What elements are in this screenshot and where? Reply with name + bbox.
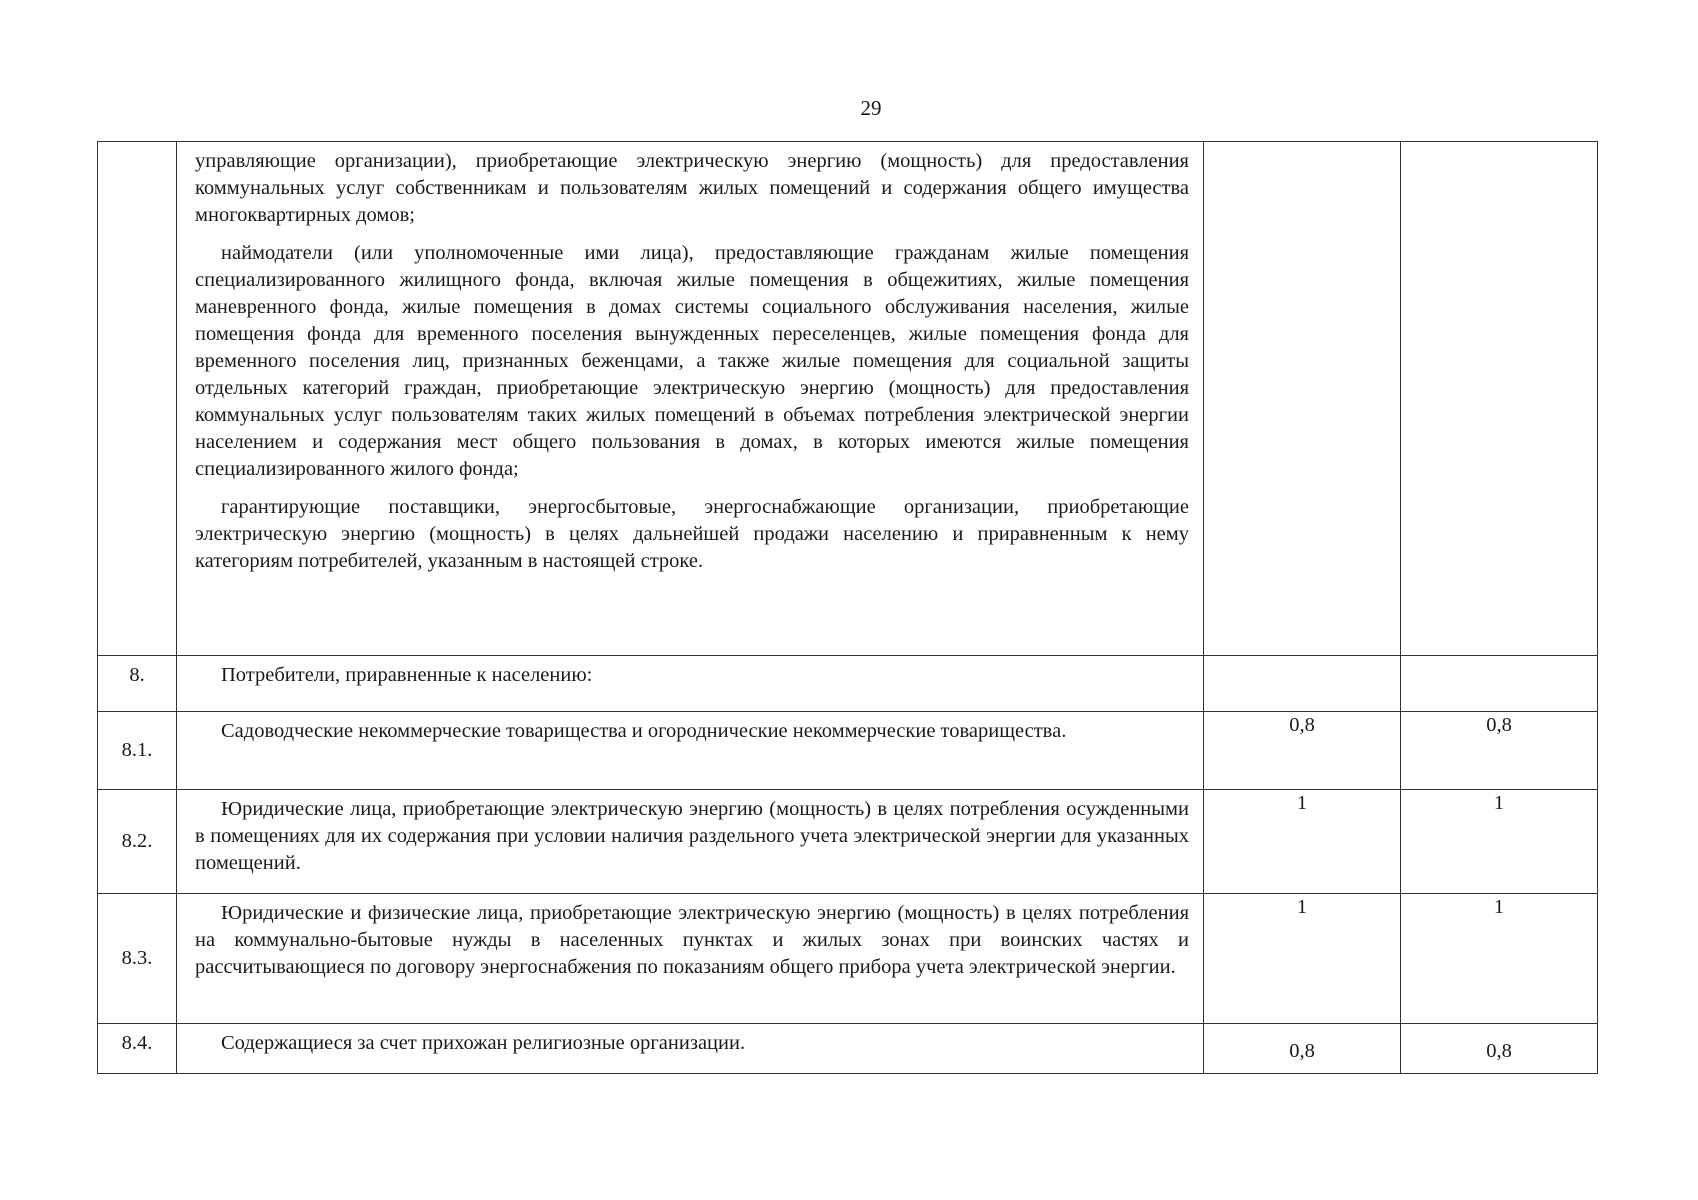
row-number: 8.3. [98,894,177,1024]
value-cell-1: 0,8 [1204,1024,1401,1074]
paragraph: Юридические и физические лица, приобретающие электрическую энергию (мощность) в целях потребления на коммунально-бытовые нужды в населенных пунктах и жилых зонах при воинских частях и рассчитывающиеся по договору энергоснабжения по показаниям общего прибора учета электрической энергии. [195,902,1189,978]
value-cell-2 [1401,142,1598,656]
row-description [177,1024,1204,1074]
value-cell-2: 1 [1401,894,1598,1024]
row-description [177,790,1204,894]
row-description [177,656,1204,712]
table-row [98,790,1598,894]
paragraph: управляющие организации), приобретающие электрическую энергию (мощность) для предоставления коммунальных услуг собственникам и пользователям жилых помещений и содержания общего имущества многоквартирных домов; [195,150,1189,226]
paragraph: Содержащиеся за счет прихожан религиозные организации. [221,1032,746,1054]
tariff-table [97,141,1598,1074]
value-cell-2 [1401,656,1598,712]
page-number: 29 [860,96,882,120]
value-cell-1: 1 [1204,894,1401,1024]
value-cell-2: 0,8 [1401,712,1598,790]
value-cell-2: 0,8 [1401,1024,1598,1074]
table-row [98,142,1598,656]
row-number: 8.4. [98,1024,177,1074]
value-cell-1 [1204,142,1401,656]
paragraph: Потребители, приравненные к населению: [221,664,593,686]
row-description [177,142,1204,656]
value-cell-1 [1204,656,1401,712]
table-row [98,894,1598,1024]
paragraph: Садоводческие некоммерческие товарищества и огороднические некоммерческие товарищества. [221,720,1067,742]
table-row [98,712,1598,790]
paragraph: наймодатели (или уполномоченные ими лица), предоставляющие гражданам жилые помещения специализированного жилищного фонда, включая жилые помещения в общежитиях, жилые помещения маневренного фонда, жилые помещения в домах системы социального обслуживания населения, жилые помещения фонда для временного поселения вынужденных переселенцев, жилые помещения фонда для временного поселения лиц, признанных беженцами, а также жилые помещения для социальной защиты отдельных категорий граждан, приобретающие электрическую энергию (мощность) для предоставления коммунальных услуг пользователям таких жилых помещений в объемах потребления электрической энергии населением и содержания мест общего пользования в домах, в которых имеются жилые помещения специализированного жилого фонда; [195,242,1189,480]
value-cell-2: 1 [1401,790,1598,894]
value-cell-1: 1 [1204,790,1401,894]
row-number: 8.2. [98,790,177,894]
row-number [98,142,177,656]
table-row [98,1024,1598,1074]
paragraph: гарантирующие поставщики, энергосбытовые, энергоснабжающие организации, приобретающие электрическую энергию (мощность) в целях дальнейшей продажи населению и приравненным к нему категориям потребителей, указанным в настоящей строке. [195,496,1189,572]
paragraph: Юридические лица, приобретающие электрическую энергию (мощность) в целях потребления осужденными в помещениях для их содержания при условии наличия раздельного учета электрической энергии для указанных помещений. [195,798,1189,874]
row-number: 8. [98,656,177,712]
table-row [98,656,1598,712]
row-description [177,712,1204,790]
row-description [177,894,1204,1024]
row-number: 8.1. [98,712,177,790]
value-cell-1: 0,8 [1204,712,1401,790]
